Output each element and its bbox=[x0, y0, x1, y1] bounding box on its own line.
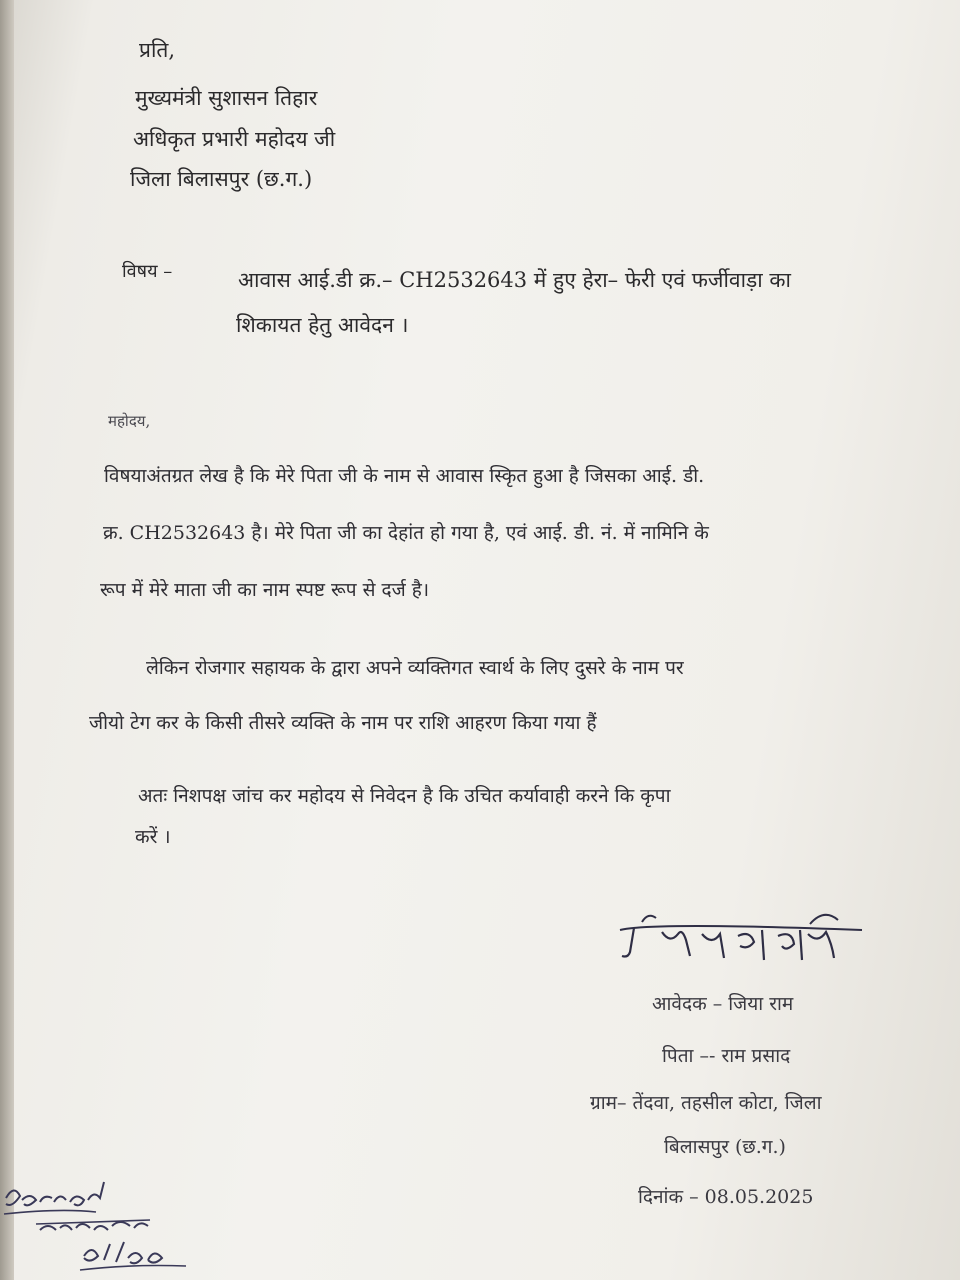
body-p1-line-3: रूप में मेरे माता जी का नाम स्पष्ट रूप से दर्ज है। bbox=[100, 579, 430, 601]
address-line-2: अधिकृत प्रभारी महोदय जी bbox=[133, 127, 336, 151]
body-p3-line-1: अतः निशपक्ष जांच कर महोदय से निवेदन है कि उचित कर्यावाही करने कि कृपा bbox=[138, 785, 671, 807]
address-line-1: मुख्यमंत्री सुशासन तिहार bbox=[135, 86, 318, 110]
application-date: दिनांक – 08.05.2025 bbox=[638, 1186, 814, 1208]
address-line-3: जिला बिलासपुर (छ.ग.) bbox=[130, 167, 313, 191]
paper-edge bbox=[0, 0, 14, 1280]
body-p1-line-1: विषयाअंतग्रत लेख है कि मेरे पिता जी के नाम से आवास स्किृत हुआ है जिसका आई. डी. bbox=[104, 465, 705, 487]
applicant-father: पिता –- राम प्रसाद bbox=[662, 1045, 791, 1067]
applicant-name: आवेदक – जिया राम bbox=[652, 993, 794, 1015]
body-p3-line-2: करें । bbox=[135, 826, 171, 848]
received-note-handwriting bbox=[0, 1178, 200, 1280]
subject-line-2: शिकायत हेतु आवेदन । bbox=[236, 313, 409, 337]
body-p1-line-2: क्र. CH2532643 है। मेरे पिता जी का देहांत हो गया है, एवं आई. डी. नं. में नामिनि के bbox=[103, 522, 709, 544]
body-p2-line-2: जीयो टेग कर के किसी तीसरे व्यक्ति के नाम पर राशि आहरण किया गया हैं bbox=[89, 712, 597, 734]
address-prati: प्रति, bbox=[139, 38, 176, 62]
subject-label: विषय – bbox=[122, 261, 173, 282]
subject-line-1: आवास आई.डी क्र.– CH2532643 में हुए हेरा– फेरी एवं फर्जीवाड़ा का bbox=[238, 268, 791, 292]
applicant-village-line-2: बिलासपुर (छ.ग.) bbox=[664, 1136, 786, 1158]
handwritten-signature bbox=[612, 900, 872, 980]
applicant-village-line-1: ग्राम– तेंदवा, तहसील कोटा, जिला bbox=[590, 1092, 822, 1114]
body-p2-line-1: लेकिन रोजगार सहायक के द्वारा अपने व्यक्तिगत स्वार्थ के लिए दुसरे के नाम पर bbox=[146, 657, 684, 679]
salutation: महोदय, bbox=[108, 412, 151, 430]
